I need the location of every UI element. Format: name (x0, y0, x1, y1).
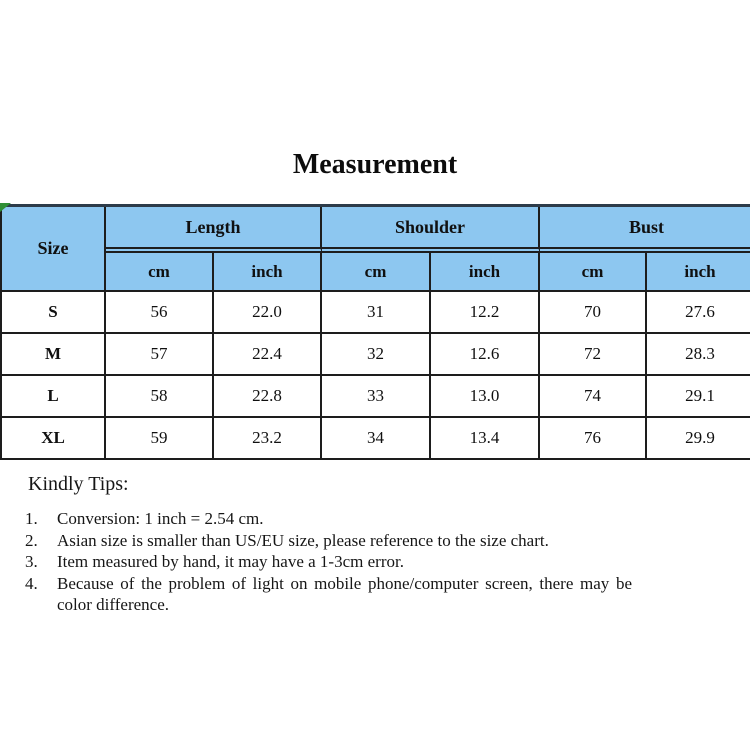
value-cell: 23.2 (214, 418, 322, 460)
value-cell: 32 (322, 334, 431, 376)
table-body (2, 292, 750, 460)
value-cell: 33 (322, 376, 431, 418)
tip-text: Item measured by hand, it may have a 1-3cm error. (57, 552, 404, 571)
size-cell: M (2, 334, 106, 376)
value-cell: 29.1 (647, 376, 750, 418)
page-title: Measurement (292, 149, 458, 180)
tip-number: 2. (25, 530, 38, 550)
value-cell: 57 (106, 334, 214, 376)
size-cell: S (2, 292, 106, 334)
column-header-size: Size (2, 207, 106, 292)
unit-header-length-cm: cm (106, 253, 214, 292)
size-cell: XL (2, 418, 106, 460)
value-cell: 72 (540, 334, 647, 376)
tip-number: 3. (25, 552, 38, 571)
value-cell: 22.8 (214, 376, 322, 418)
value-cell: 12.2 (431, 292, 540, 334)
value-cell: 27.6 (647, 292, 750, 334)
size-chart-table (0, 204, 750, 460)
unit-header-length-inch: inch (214, 253, 322, 292)
column-header-length: Length (106, 207, 322, 253)
value-cell: 76 (540, 418, 647, 460)
kindly-tips-section (25, 473, 685, 616)
value-cell: 22.0 (214, 292, 322, 334)
value-cell: 29.9 (647, 418, 750, 460)
value-cell: 28.3 (647, 334, 750, 376)
green-corner-triangle-icon (0, 203, 11, 212)
value-cell: 13.4 (431, 418, 540, 460)
tip-item-1 (25, 508, 685, 530)
tip-text: Conversion: 1 inch = 2.54 cm. (57, 509, 264, 528)
unit-header-shoulder-inch: inch (431, 253, 540, 292)
value-cell: 34 (322, 418, 431, 460)
value-cell: 74 (540, 376, 647, 418)
value-cell: 22.4 (214, 334, 322, 376)
table-header (2, 207, 750, 292)
table-row-xl (2, 418, 750, 460)
table-row-l (2, 376, 750, 418)
table-row-m (2, 334, 750, 376)
tip-text: Asian size is smaller than US/EU size, please reference to the size chart. (57, 530, 549, 550)
tip-item-3 (25, 551, 685, 573)
tip-item-4 (25, 573, 685, 616)
column-header-shoulder: Shoulder (322, 207, 540, 253)
group-header-row (2, 207, 750, 253)
value-cell: 12.6 (431, 334, 540, 376)
value-cell: 59 (106, 418, 214, 460)
value-cell: 13.0 (431, 376, 540, 418)
value-cell: 70 (540, 292, 647, 334)
unit-header-bust-inch: inch (647, 253, 750, 292)
tip-number: 1. (25, 509, 38, 528)
tip-number: 4. (25, 573, 38, 593)
table-row-s (2, 292, 750, 334)
unit-header-bust-cm: cm (540, 253, 647, 292)
tip-text: Because of the problem of light on mobile phone/computer screen, there may be color difference. (57, 573, 632, 614)
unit-header-shoulder-cm: cm (322, 253, 431, 292)
kindly-tips-heading: Kindly Tips: (28, 473, 129, 495)
size-cell: L (2, 376, 106, 418)
value-cell: 56 (106, 292, 214, 334)
unit-header-row (2, 253, 750, 292)
tip-item-2 (25, 530, 685, 552)
value-cell: 58 (106, 376, 214, 418)
column-header-bust: Bust (540, 207, 750, 253)
value-cell: 31 (322, 292, 431, 334)
